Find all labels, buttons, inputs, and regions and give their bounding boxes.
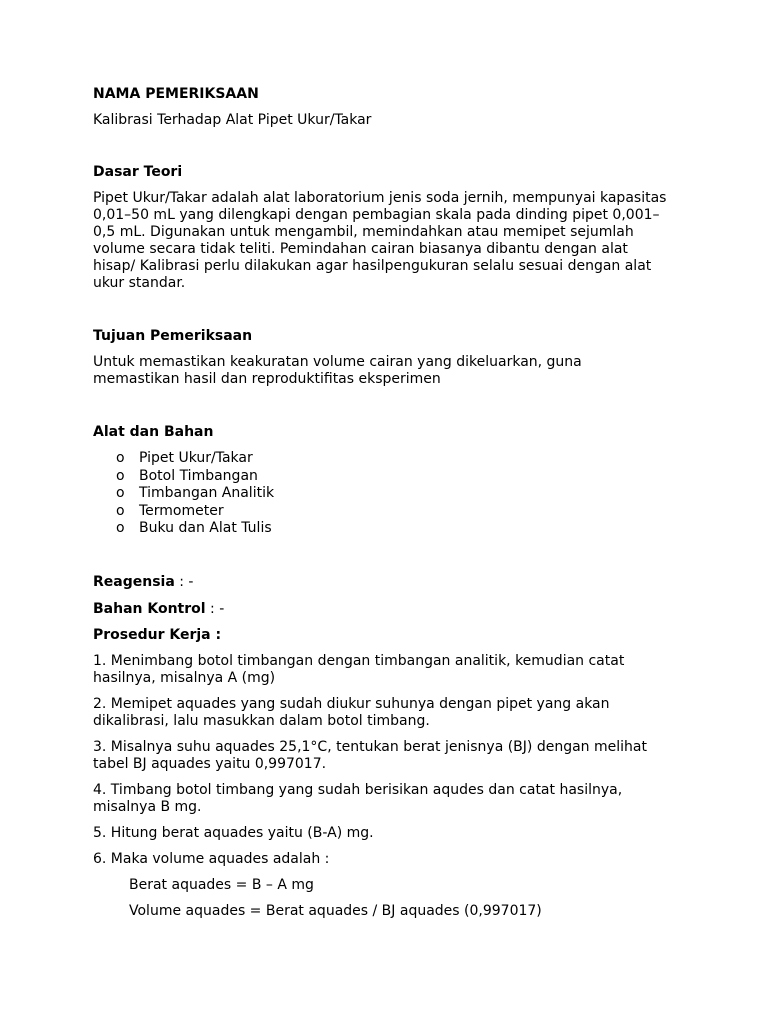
dasar-teori-line: volume secara tidak teliti. Pemindahan cairan biasanya dibantu dengan alat: [93, 241, 628, 257]
bahan-kontrol-label: Bahan Kontrol: [93, 600, 206, 617]
dasar-teori-line: hisap/ Kalibrasi perlu dilakukan agar hasilpengukuran selalu sesuai dengan alat: [93, 258, 652, 274]
tujuan-paragraph: [93, 354, 683, 388]
dasar-teori-line: 0,01–50 mL yang dilengkapi dengan pembagian skala pada dinding pipet 0,001–: [93, 207, 660, 223]
reagensia-label: Reagensia: [93, 573, 175, 590]
prosedur-step-line: 4. Timbang botol timbang yang sudah berisikan aqudes dan catat hasilnya,: [93, 781, 623, 798]
prosedur-step-line: 2. Memipet aquades yang sudah diukur suhunya dengan pipet yang akan: [93, 695, 610, 712]
prosedur-step: [93, 696, 683, 730]
dasar-teori-line: ukur standar.: [93, 275, 186, 291]
section-heading-dasar-teori: Dasar Teori: [93, 164, 183, 180]
alat-bahan-list: [93, 450, 683, 538]
document-page: [93, 86, 683, 920]
list-item-text: Timbangan Analitik: [139, 485, 275, 502]
list-item: [93, 485, 683, 503]
list-item: [93, 450, 683, 468]
reagensia-value: : -: [174, 573, 194, 590]
list-item-text: Pipet Ukur/Takar: [139, 450, 253, 466]
section-heading-tujuan: Tujuan Pemeriksaan: [93, 328, 253, 344]
list-item: [93, 468, 683, 486]
document-subtitle: Kalibrasi Terhadap Alat Pipet Ukur/Takar: [93, 112, 372, 128]
list-item: [93, 503, 683, 521]
prosedur-step: [93, 782, 683, 816]
tujuan-line: Untuk memastikan keakuratan volume cairan yang dikeluarkan, guna: [93, 354, 582, 370]
dasar-teori-line: 0,5 mL. Digunakan untuk mengambil, memindahkan atau memipet sejumlah: [93, 224, 634, 240]
prosedur-step: [93, 851, 683, 868]
prosedur-step: [93, 739, 683, 773]
prosedur-step-line: hasilnya, misalnya A (mg): [93, 669, 276, 686]
prosedur-step-line: 1. Menimbang botol timbangan dengan timbangan analitik, kemudian catat: [93, 652, 625, 669]
section-heading-prosedur: Prosedur Kerja :: [93, 626, 222, 643]
bullet-circle-icon: o: [116, 520, 125, 537]
prosedur-step-line: 5. Hitung berat aquades yaitu (B-A) mg.: [93, 824, 374, 841]
formula-berat-aquades: Berat aquades = B – A mg: [129, 876, 314, 893]
bullet-circle-icon: o: [116, 485, 125, 502]
bullet-circle-icon: o: [116, 450, 125, 466]
document-title: NAMA PEMERIKSAAN: [93, 86, 259, 102]
list-item: [93, 520, 683, 538]
prosedur-step-line: tabel BJ aquades yaitu 0,997017.: [93, 755, 327, 772]
prosedur-step-line: misalnya B mg.: [93, 798, 202, 815]
reagensia-line: [93, 574, 683, 591]
dasar-teori-line: Pipet Ukur/Takar adalah alat laboratorium jenis soda jernih, mempunyai kapasitas: [93, 190, 667, 206]
prosedur-step: [93, 825, 683, 842]
formula-volume-aquades: Volume aquades = Berat aquades / BJ aquades (0,997017): [129, 902, 542, 919]
prosedur-step: [93, 653, 683, 687]
bahan-kontrol-line: [93, 601, 683, 618]
bullet-circle-icon: o: [116, 502, 125, 519]
list-item-text: Termometer: [139, 502, 224, 519]
prosedur-step-line: 3. Misalnya suhu aquades 25,1°C, tentukan berat jenisnya (BJ) dengan melihat: [93, 738, 647, 755]
tujuan-line: memastikan hasil dan reproduktifitas eksperimen: [93, 371, 441, 387]
prosedur-step-line: 6. Maka volume aquades adalah :: [93, 850, 330, 867]
bahan-kontrol-value: : -: [205, 600, 225, 617]
prosedur-step-line: dikalibrasi, lalu masukkan dalam botol timbang.: [93, 712, 430, 729]
list-item-text: Botol Timbangan: [139, 467, 258, 484]
bullet-circle-icon: o: [116, 467, 125, 484]
section-heading-alat-bahan: Alat dan Bahan: [93, 424, 214, 440]
list-item-text: Buku dan Alat Tulis: [139, 520, 272, 537]
dasar-teori-paragraph: [93, 190, 683, 292]
